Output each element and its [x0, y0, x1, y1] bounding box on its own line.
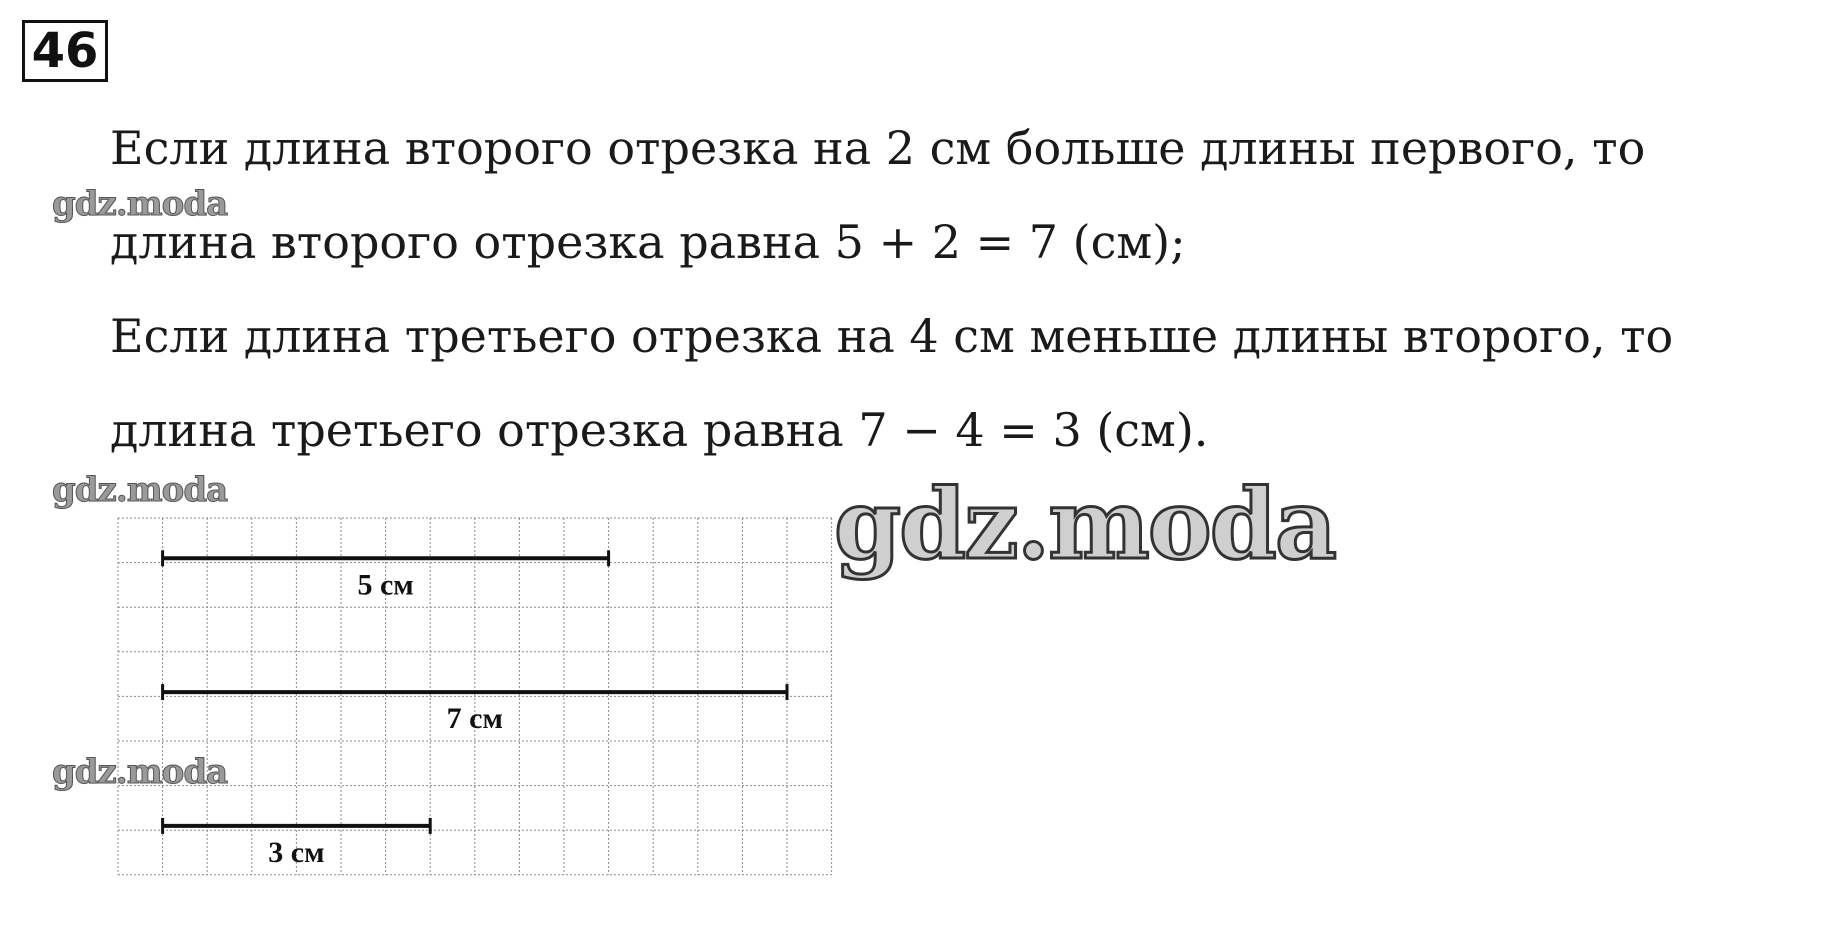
watermark-logo: gdz.moda — [52, 184, 228, 224]
watermark-logo: gdz.moda — [52, 752, 228, 792]
solution-line-4: длина третьего отрезка равна 7 − 4 = 3 (см). — [110, 403, 1209, 457]
grid-lines — [118, 518, 832, 875]
segment-label: 7 см — [446, 702, 503, 736]
segment-label: 5 см — [357, 568, 414, 602]
task-number: 46 — [22, 20, 108, 82]
solution-line-3: Если длина третьего отрезка на 4 см меньше длины второго, то — [110, 309, 1674, 363]
segment-label: 3 см — [268, 835, 325, 869]
solution-line-1: Если длина второго отрезка на 2 см больше длины первого, то — [110, 121, 1646, 175]
watermark-logo-large: gdz.moda — [834, 468, 1336, 581]
solution-line-2: длина второго отрезка равна 5 + 2 = 7 (см); — [110, 215, 1186, 269]
watermark-logo: gdz.moda — [52, 470, 228, 510]
